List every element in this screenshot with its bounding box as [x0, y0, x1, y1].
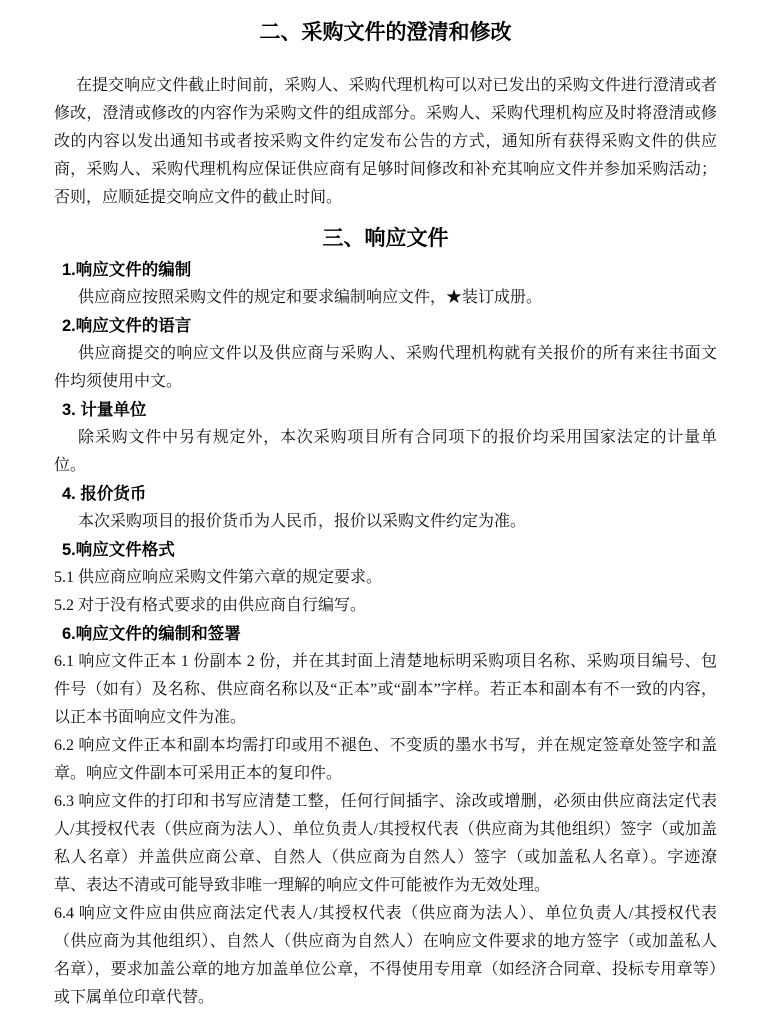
section2-paragraph: 在提交响应文件截止时间前，采购人、采购代理机构可以对已发出的采购文件进行澄清或者修改，澄清或修改的内容作为采购文件的组成部分。采购人、采购代理机构应及时将澄清或修改的内容以发出通知书或者按采购文件约定发布公告的方式，通知所有获得采购文件的供应商，采购人、采购代理机构应保证供应商有足够时间修改和补充其响应文件并参加采购活动；否则，应顺延提交响应文件的截止时间。 [54, 77, 717, 206]
item-4-paragraph: 本次采购项目的报价货币为人民币，报价以采购文件约定为准。 [78, 513, 527, 530]
item-2-paragraph: 供应商提交的响应文件以及供应商与采购人、采购代理机构就有关报价的所有来往书面文件均须使用中文。 [54, 345, 717, 390]
section2-title: 二、采购文件的澄清和修改 [259, 21, 512, 44]
item-6-clause-2: 6.2 响应文件正本和副本均需打印或用不褪色、不变质的墨水书写，并在规定签章处签字和盖章。响应文件副本可采用正本的复印件。 [54, 737, 717, 782]
item-5-clause-1: 5.1 供应商应响应采购文件第六章的规定要求。 [54, 569, 383, 586]
section3-title: 三、响应文件 [322, 227, 449, 250]
item-5-heading: 5.响应文件格式 [62, 541, 175, 559]
item-1-paragraph: 供应商应按照采购文件的规定和要求编制响应文件，★装订成册。 [78, 289, 543, 306]
item-6-clause-4: 6.4 响应文件应由供应商法定代表人/其授权代表（供应商为法人）、单位负责人/其授权代表（供应商为其他组织）、自然人（供应商为自然人）在响应文件要求的地方签字（或加盖私人名章），要求加盖公章的地方加盖单位公章，不得使用专用章（如经济合同章、投标专用章等）或下属单位印章代替。 [54, 905, 717, 1006]
item-6-clause-1: 6.1 响应文件正本 1 份副本 2 份，并在其封面上清楚地标明采购项目名称、采购项目编号、包件号（如有）及名称、供应商名称以及“正本”或“副本”字样。若正本和副本有不一致的内容，以正本书面响应文件为准。 [54, 653, 717, 726]
item-3-heading: 3. 计量单位 [62, 401, 147, 419]
item-6-clause-3: 6.3 响应文件的打印和书写应清楚工整，任何行间插字、涂改或增删，必须由供应商法定代表人/其授权代表（供应商为法人）、单位负责人/其授权代表（供应商为其他组织）签字（或加盖私人名章）并盖供应商公章、自然人（供应商为自然人）签字（或加盖私人名章）。字迹潦草、表达不清或可能导致非唯一理解的响应文件可能被作为无效处理。 [54, 793, 717, 894]
item-2-heading: 2.响应文件的语言 [62, 317, 192, 335]
item-3-paragraph: 除采购文件中另有规定外，本次采购项目所有合同项下的报价均采用国家法定的计量单位。 [54, 429, 717, 474]
item-5-clause-2: 5.2 对于没有格式要求的由供应商自行编写。 [54, 597, 367, 614]
item-4-heading: 4. 报价货币 [62, 485, 147, 503]
item-1-heading: 1.响应文件的编制 [62, 261, 192, 279]
item-6-heading: 6.响应文件的编制和签署 [62, 625, 241, 643]
